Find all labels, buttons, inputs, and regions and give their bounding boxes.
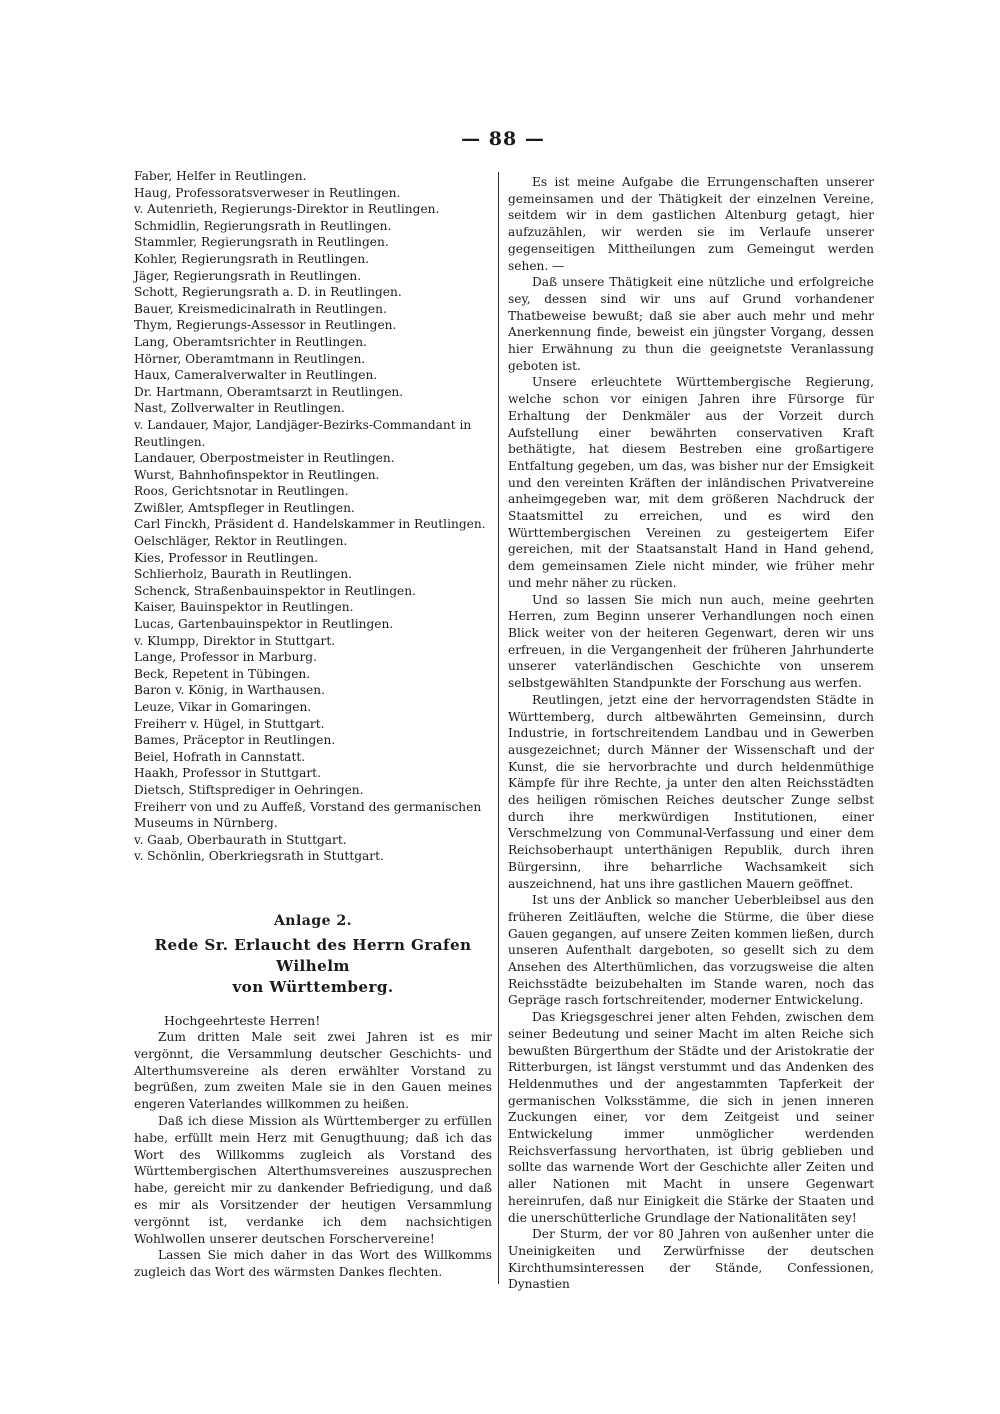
paragraph: Daß unsere Thätigkeit eine nützliche und erfolgreiche sey, dessen sind wir uns auf Grund vorhandener Thatbeweise bewußt; daß sie aber auch mehr und mehr Anerkennung finde, beweist ein jüngster Vorgang, dessen hier Erwähnung zu thun die geeignetste Veranlassung geboten ist.	[508, 275, 874, 373]
member-entry: Hörner, Oberamtmann in Reutlingen.	[134, 351, 366, 366]
speech-title-line-1: Rede Sr. Erlaucht des Herrn Grafen Wilhelm	[154, 935, 472, 975]
member-entry: Kies, Professor in Reutlingen.	[134, 550, 318, 565]
member-entry: Zwißler, Amtspfleger in Reutlingen.	[134, 500, 355, 515]
member-entry: Nast, Zollverwalter in Reutlingen.	[134, 401, 345, 416]
member-entry: Roos, Gerichtsnotar in Reutlingen.	[134, 484, 349, 499]
member-list	[134, 168, 492, 865]
member-entry: Carl Finckh, Präsident d. Handelskammer in Reutlingen.	[134, 517, 486, 532]
paragraph: Es ist meine Aufgabe die Errungenschaften unserer gemeinsamen und der Thätigkeit der einzelnen Vereine, seitdem wir in dem gastlichen Altenburg getagt, hier aufzuzählen, wir werden sie im Verlaufe unserer gegenseitigen Mittheilungen zum Gemeingut werden sehen. —	[508, 175, 874, 273]
member-entry: Lang, Oberamtsrichter in Reutlingen.	[134, 334, 367, 349]
page-number: — 88 —	[461, 128, 545, 150]
member-entry: Beiel, Hofrath in Cannstatt.	[134, 749, 306, 764]
member-entry: Schmidlin, Regierungsrath in Reutlingen.	[134, 218, 392, 233]
member-entry: Kohler, Regierungsrath in Reutlingen.	[134, 251, 370, 266]
paragraph: Und so lassen Sie mich nun auch, meine geehrten Herren, zum Beginn unserer Verhandlungen noch einen Blick weiter von der heiteren Gegenwart, deren wir uns erfreuen, in die Vergangenheit der früheren Jahrhunderte unserer vaterländischen Geschichte von unserem selbstgewählten Standpunkte der Forschung aus werfen.	[508, 592, 874, 691]
paragraph: Reutlingen, jetzt eine der hervorragendsten Städte in Württemberg, durch altbewährten Gemeinsinn, durch Industrie, in fortschreitendem Landbau und in Gewerben ausgezeichnet; durch Männer der Wissenschaft und der Kunst, die sie hervorbrachte und durch heldenmüthige Kämpfe für ihre Rechte, ja unter den alten Reichsstädten des heiligen römischen Reiches deutscher Zunge selbst durch ihre merkwürdigen Institutionen, einer Verschmelzung von Communal-Verfassung und einer dem Reichsoberhaupt unterthänigen Republik, durch ihren Bürgersinn, ihre beharrliche Wachsamkeit sich auszeichnend, hat uns ihre gastlichen Mauern geöffnet.	[508, 692, 874, 891]
member-entry: v. Gaab, Oberbaurath in Stuttgart.	[134, 832, 347, 847]
member-entry: v. Schönlin, Oberkriegsrath in Stuttgart.	[134, 849, 384, 864]
paragraph: Unsere erleuchtete Württembergische Regierung, welche schon vor einigen Jahren ihre Fürsorge für Erhaltung der Denkmäler aus der Vorzeit durch Aufstellung einer bewährten conservativen Kraft bethätigte, hat diesem Bestreben eine großartigere Entfaltung gegeben, um das, was bisher nur der Emsigkeit und den vereinten Kräften der inländischen Privatvereine anheimgegeben war, mit dem größeren Nachdruck der Staatsmittel zu erreichen, und es wird den Württembergischen Vereinen zu gesteigertem Eifer gereichen, mit der Staatsanstalt Hand in Hand gehend, dem gemeinsamen Ziele nicht minder, wie früher mehr und mehr näher zu rücken.	[508, 375, 874, 590]
member-entry: v. Klumpp, Direktor in Stuttgart.	[134, 633, 336, 648]
member-entry: Dietsch, Stiftsprediger in Oehringen.	[134, 782, 364, 797]
member-entry: Jäger, Regierungsrath in Reutlingen.	[134, 268, 362, 283]
paragraph: Daß ich diese Mission als Württemberger zu erfüllen habe, erfüllt mein Herz mit Genugthuung; daß ich das Wort des Willkomms zugleich als Vorstand des Württembergischen Alterthumsvereines auszusprechen habe, gereicht mir zu dankender Befriedigung, und daß es mir als Vorsitzender der heutigen Versammlung vergönnt ist, verdanke ich dem nachsichtigen Wohlwollen unserer deutschen Forschervereine!	[134, 1113, 492, 1246]
paragraph: Der Sturm, der vor 80 Jahren von außenher unter die Uneinigkeiten und Zerwürfnisse der deutschen Kirchthumsinteressen der Stände, Confessionen, Dynastien	[508, 1227, 874, 1292]
member-entry: Haux, Cameralverwalter in Reutlingen.	[134, 368, 378, 383]
speech-title	[134, 935, 492, 998]
paragraph: Das Kriegsgeschrei jener alten Fehden, zwischen dem seiner Bedeutung und seiner Macht im alten Reiche sich bewußten Bürgerthum der Städte und der Aristokratie der Ritterburgen, ist längst verstummt und das Andenken des Heldenmuthes und der angestammten Tapferkeit der germanischen Volksstämme, die sich in jenen inneren Zuckungen einer, vor dem Zeitgeist und seiner Entwickelung immer unmöglicher werdenden Reichsverfassung hervorthaten, ist übrig geblieben und sollte das warnende Wort der Geschichte aller Zeiten und aller Nationen mit Macht in unsere Gegenwart hereinrufen, daß nur Einigkeit die Stärke der Staaten und die unerschütterliche Grundlage der Nationalitäten sey!	[508, 1010, 874, 1225]
speech-title-line-2: von Württemberg.	[232, 977, 394, 996]
member-entry: Stammler, Regierungsrath in Reutlingen.	[134, 235, 389, 250]
member-entry: Schlierholz, Baurath in Reutlingen.	[134, 567, 353, 582]
member-entry: Freiherr von und zu Auffeß, Vorstand des germanischen Museums in Nürnberg.	[134, 799, 482, 831]
paragraph: Zum dritten Male seit zwei Jahren ist es mir vergönnt, die Versammlung deutscher Geschichts- und Alterthumsvereine als deren erwählter Vorstand zu begrüßen, zum zweiten Male sie in den Gauen meines engeren Vaterlandes willkommen zu heißen.	[134, 1029, 492, 1112]
member-entry: Leuze, Vikar in Gomaringen.	[134, 700, 312, 714]
paragraph: Ist uns der Anblick so mancher Ueberbleibsel aus den früheren Zeitläuften, welche die Stürme, die über diese Gauen gegangen, auf unsere Zeiten kommen ließen, durch unseren Aufenthalt dargeboten, so gesellt sich zu dem Ansehen des Alterthümlichen, das vorzugsweise die alten Reichsstädte beizubehalten im Stande waren, noch das Gepräge rasch fortschreitender, moderner Entwickelung.	[508, 893, 874, 1008]
member-entry: Landauer, Oberpostmeister in Reutlingen.	[134, 451, 395, 466]
member-entry: v. Landauer, Major, Landjäger-Bezirks-Commandant in Reutlingen.	[134, 417, 472, 449]
member-entry: Lucas, Gartenbauinspektor in Reutlingen.	[134, 617, 394, 632]
member-entry: Schenck, Straßenbauinspektor in Reutlingen.	[134, 583, 416, 598]
member-entry: Wurst, Bahnhofinspektor in Reutlingen.	[134, 467, 380, 482]
member-entry: Faber, Helfer in Reutlingen.	[134, 169, 307, 183]
appendix-heading: Anlage 2.	[273, 912, 353, 929]
column-divider	[498, 172, 499, 1284]
member-entry: Haug, Professoratsverweser in Reutlingen.	[134, 185, 401, 200]
member-entry: Haakh, Professor in Stuttgart.	[134, 766, 321, 781]
member-entry: Freiherr v. Hügel, in Stuttgart.	[134, 716, 325, 731]
left-column	[134, 168, 492, 1281]
member-entry: Schott, Regierungsrath a. D. in Reutlingen.	[134, 285, 402, 300]
member-entry: Bames, Präceptor in Reutlingen.	[134, 733, 336, 748]
member-entry: v. Autenrieth, Regierungs-Direktor in Reutlingen.	[134, 202, 440, 217]
paragraph: Lassen Sie mich daher in das Wort des Willkomms zugleich das Wort des wärmsten Dankes flechten.	[134, 1248, 492, 1280]
member-entry: Oelschläger, Rektor in Reutlingen.	[134, 534, 348, 549]
member-entry: Bauer, Kreismedicinalrath in Reutlingen.	[134, 301, 387, 316]
right-column	[508, 174, 874, 1293]
member-entry: Lange, Professor in Marburg.	[134, 650, 317, 665]
member-entry: Thym, Regierungs-Assessor in Reutlingen.	[134, 318, 397, 333]
member-entry: Beck, Repetent in Tübingen.	[134, 666, 311, 681]
member-entry: Dr. Hartmann, Oberamtsarzt in Reutlingen.	[134, 384, 404, 399]
member-entry: Kaiser, Bauinspektor in Reutlingen.	[134, 600, 354, 615]
member-entry: Baron v. König, in Warthausen.	[134, 683, 325, 698]
salutation: Hochgeehrteste Herren!	[164, 1012, 321, 1028]
